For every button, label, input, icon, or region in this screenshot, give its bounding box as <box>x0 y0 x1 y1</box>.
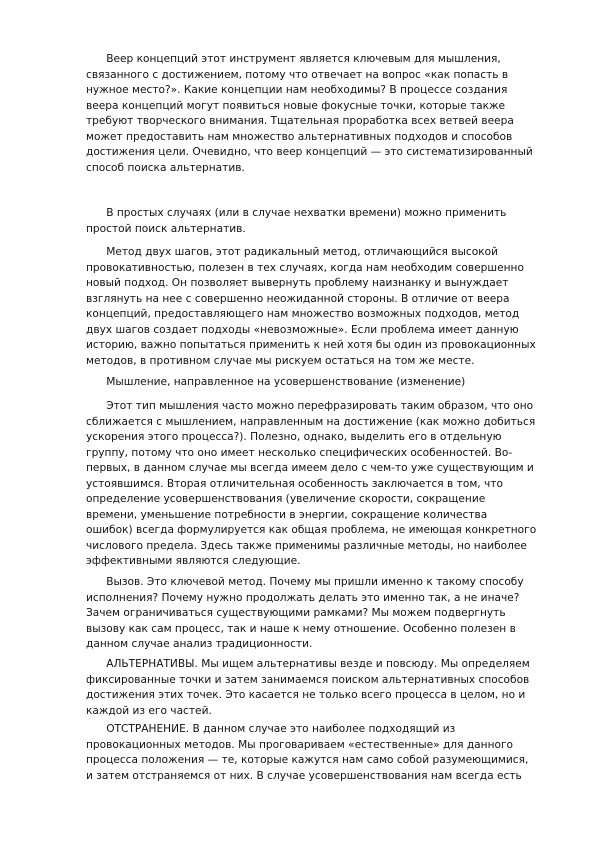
text-line: ошибок) всегда формулируется как общая проблема, не имеющая конкретного <box>86 524 537 536</box>
text-line: Метод двух шагов, этот радикальный метод, отличающийся высокой <box>86 246 498 258</box>
text-line: может предоставить нам множество альтернативных подходов и способов <box>86 130 513 143</box>
text-line: сближается с мышлением, направленным на достижение (как можно добиться <box>86 415 536 428</box>
text-line: Вызов. Это ключевой метод. Почему мы пришли именно к такому способу <box>86 576 524 588</box>
text-line: фиксированные точки и затем занимаемся поиском альтернативных способов <box>86 673 530 686</box>
text-line: провокационных методов. Мы проговариваем «естественные» для данного <box>86 738 514 751</box>
text-line: группу, потому что оно имеет несколько специфических особенностей. Во- <box>86 446 513 459</box>
text-line: веера концепций могут появиться новые фокусные точки, которые также <box>86 99 506 112</box>
text-line: ускорения этого процесса?). Полезно, однако, выделить его в отдельную <box>86 431 502 443</box>
text-line: концепций, предоставляющего нам множество возможных подходов, метод <box>86 308 520 320</box>
text-line: устоявшимся. Вторая отличительная особенность заключается в том, что <box>86 477 503 490</box>
paragraph-challenge-method <box>86 575 552 653</box>
section-heading-improvement <box>86 375 552 391</box>
text-line: исполнения? Почему нужно продолжать делать это именно так, а не иначе? <box>86 591 520 604</box>
text-line: провокативностью, полезен в тех случаях, когда нам необходим совершенно <box>86 261 524 274</box>
text-line: Этот тип мышления часто можно перефразировать таким образом, что оно <box>86 400 534 412</box>
text-line: Мышление, направленное на усовершенствование (изменение) <box>86 376 466 388</box>
text-line: Зачем ограничиваться существующими рамками? Мы можем подвергнуть <box>86 607 506 619</box>
text-line: АЛЬТЕРНАТИВЫ. Мы ищем альтернативы везде и повсюду. Мы определяем <box>86 658 530 670</box>
text-line: данном случае анализ традиционности. <box>86 638 313 650</box>
paragraph-simple-search <box>86 206 552 237</box>
paragraph-detachment <box>86 722 552 784</box>
paragraph-improvement-thinking <box>86 399 552 570</box>
text-line: достижения этих точек. Это касается не только всего процесса в целом, но и <box>86 689 526 701</box>
text-line: Веер концепций этот инструмент является ключевым для мышления, <box>86 53 501 65</box>
text-line: методов, в противном случае мы рискуем остаться на том же месте. <box>86 354 475 367</box>
text-line: новый подход. Он позволяет вывернуть проблему наизнанку и вынуждает <box>86 277 509 289</box>
text-line: простой поиск альтернатив. <box>86 222 246 235</box>
text-line: достижения цели. Очевидно, что веер концепций — это систематизированный <box>86 146 533 158</box>
text-line: числового предела. Здесь также применимы различные методы, но наиболее <box>86 539 527 552</box>
text-line: требуют творческого внимания. Тщательная проработка всех ветвей веера <box>86 115 514 127</box>
text-line: способ поиска альтернатив. <box>86 161 245 174</box>
text-line: двух шагов создает подходы «невозможные». Если проблема имеет данную <box>86 323 519 336</box>
text-line: взглянуть на нее с совершенно неожиданной стороны. В отличие от веера <box>86 292 510 305</box>
text-line: и затем отстраняемся от них. В случае усовершенствования нам всегда есть <box>86 769 522 782</box>
text-line: каждой из его частей. <box>86 704 212 717</box>
paragraph-concept-fan <box>86 52 552 176</box>
text-line: нужное место?». Какие концепции нам необходимы? В процессе создания <box>86 84 508 96</box>
text-line: эффективными являются следующие. <box>86 555 301 567</box>
text-line: историю, важно попытаться применить к ней хотя бы один из провокационных <box>86 339 536 351</box>
text-line: ОТСТРАНЕНИЕ. В данном случае это наиболее подходящий из <box>86 723 456 735</box>
text-line: определение усовершенствования (увеличение скорости, сокращение <box>86 493 486 505</box>
text-line: времени, уменьшение потребности в энергии, сокращение количества <box>86 508 488 521</box>
text-line: процесса положения — те, которые кажутся нам само собой разумеющимися, <box>86 754 529 766</box>
paragraph-alternatives <box>86 657 552 719</box>
text-line: первых, в данном случае мы всегда имеем дело с чем-то уже существующим и <box>86 462 534 474</box>
text-line: В простых случаях (или в случае нехватки времени) можно применить <box>86 207 507 219</box>
text-line: связанного с достижением, потому что отвечает на вопрос «как попасть в <box>86 68 509 81</box>
text-line: вызову как сам процесс, так и наше к нему отношение. Особенно полезен в <box>86 622 516 635</box>
paragraph-two-step-method <box>86 245 552 369</box>
